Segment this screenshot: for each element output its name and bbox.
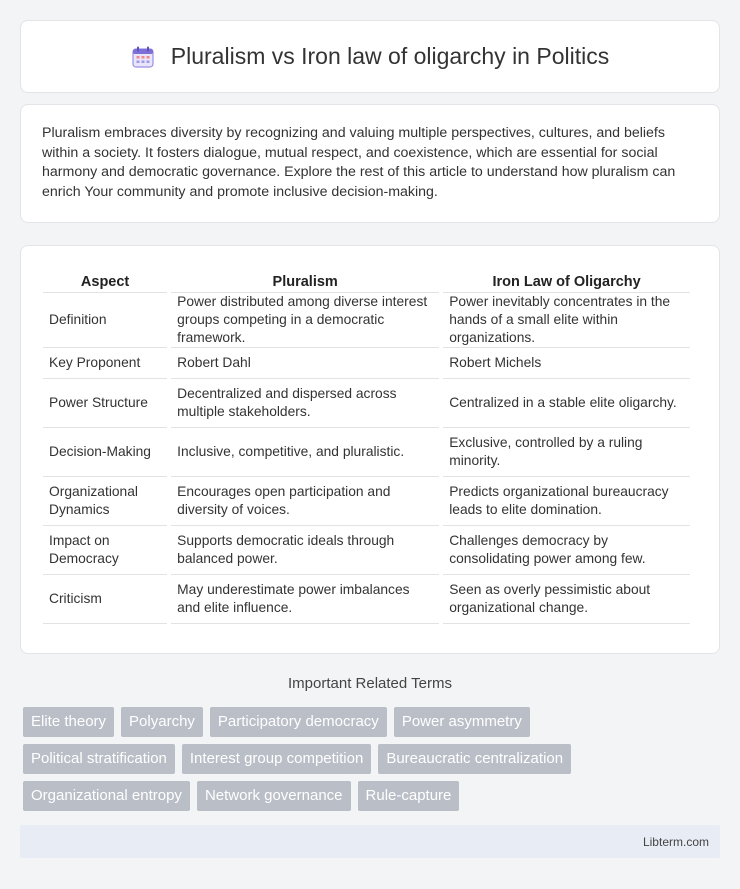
tag-row (23, 744, 723, 774)
tag-political-stratification[interactable]: Political stratification (23, 744, 175, 774)
table-header-row (43, 266, 690, 293)
row-pluralism: Power distributed among diverse interest groups competing in a democratic framework. (171, 293, 439, 348)
comparison-table (39, 266, 694, 624)
footer (20, 825, 720, 858)
page-title: Pluralism vs Iron law of oligarchy in Politics (170, 43, 610, 69)
row-aspect: Key Proponent (43, 348, 167, 379)
tag-interest-group-competition[interactable]: Interest group competition (182, 744, 371, 774)
tag-network-governance[interactable]: Network governance (197, 781, 351, 811)
table-row (43, 379, 690, 428)
header-iron-law: Iron Law of Oligarchy (443, 266, 690, 293)
row-pluralism: Encourages open participation and diversity of voices. (171, 477, 439, 526)
tag-bureaucratic-centralization[interactable]: Bureaucratic centralization (378, 744, 571, 774)
row-aspect: Power Structure (43, 379, 167, 428)
header-aspect: Aspect (43, 266, 167, 293)
row-aspect: Organizational Dynamics (43, 477, 167, 526)
table-row (43, 477, 690, 526)
tag-row (23, 707, 723, 737)
tag-elite-theory[interactable]: Elite theory (23, 707, 114, 737)
tag-row (23, 781, 723, 811)
table-row (43, 293, 690, 348)
row-aspect: Criticism (43, 575, 167, 624)
tag-polyarchy[interactable]: Polyarchy (121, 707, 203, 737)
intro-card (20, 104, 720, 223)
related-terms-title: Important Related Terms (288, 675, 452, 692)
row-iron-law: Centralized in a stable elite oligarchy. (443, 379, 690, 428)
calendar-icon (131, 45, 155, 69)
row-iron-law: Robert Michels (443, 348, 690, 379)
row-pluralism: Decentralized and dispersed across multiple stakeholders. (171, 379, 439, 428)
row-pluralism: May underestimate power imbalances and elite influence. (171, 575, 439, 624)
row-iron-law: Power inevitably concentrates in the hands of a small elite within organizations. (443, 293, 690, 348)
row-iron-law: Predicts organizational bureaucracy leads to elite domination. (443, 477, 690, 526)
title-card (20, 20, 720, 93)
footer-link[interactable]: Libterm.com (642, 835, 709, 849)
row-pluralism: Supports democratic ideals through balanced power. (171, 526, 439, 575)
header-pluralism: Pluralism (171, 266, 439, 293)
row-aspect: Definition (43, 293, 167, 348)
tag-organizational-entropy[interactable]: Organizational entropy (23, 781, 190, 811)
tag-participatory-democracy[interactable]: Participatory democracy (210, 707, 387, 737)
related-terms-list (23, 707, 723, 818)
row-aspect: Decision-Making (43, 428, 167, 477)
intro-text: Pluralism embraces diversity by recognizing and valuing multiple perspectives, cultures, and beliefs within a society. It fosters dialogue, mutual respect, and coexistence, which are essential for social harmony and democratic governance. Explore the rest of this article to understand how pluralism can enrich Your community and promote inclusive decision-making. (42, 125, 676, 200)
comparison-card (20, 245, 720, 654)
row-pluralism: Robert Dahl (171, 348, 439, 379)
row-iron-law: Seen as overly pessimistic about organizational change. (443, 575, 690, 624)
row-aspect: Impact on Democracy (43, 526, 167, 575)
row-iron-law: Exclusive, controlled by a ruling minority. (443, 428, 690, 477)
tag-power-asymmetry[interactable]: Power asymmetry (394, 707, 530, 737)
row-pluralism: Inclusive, competitive, and pluralistic. (171, 428, 439, 477)
table-row (43, 575, 690, 624)
table-row (43, 526, 690, 575)
table-row (43, 428, 690, 477)
tag-rule-capture[interactable]: Rule-capture (358, 781, 460, 811)
row-iron-law: Challenges democracy by consolidating power among few. (443, 526, 690, 575)
table-row (43, 348, 690, 379)
